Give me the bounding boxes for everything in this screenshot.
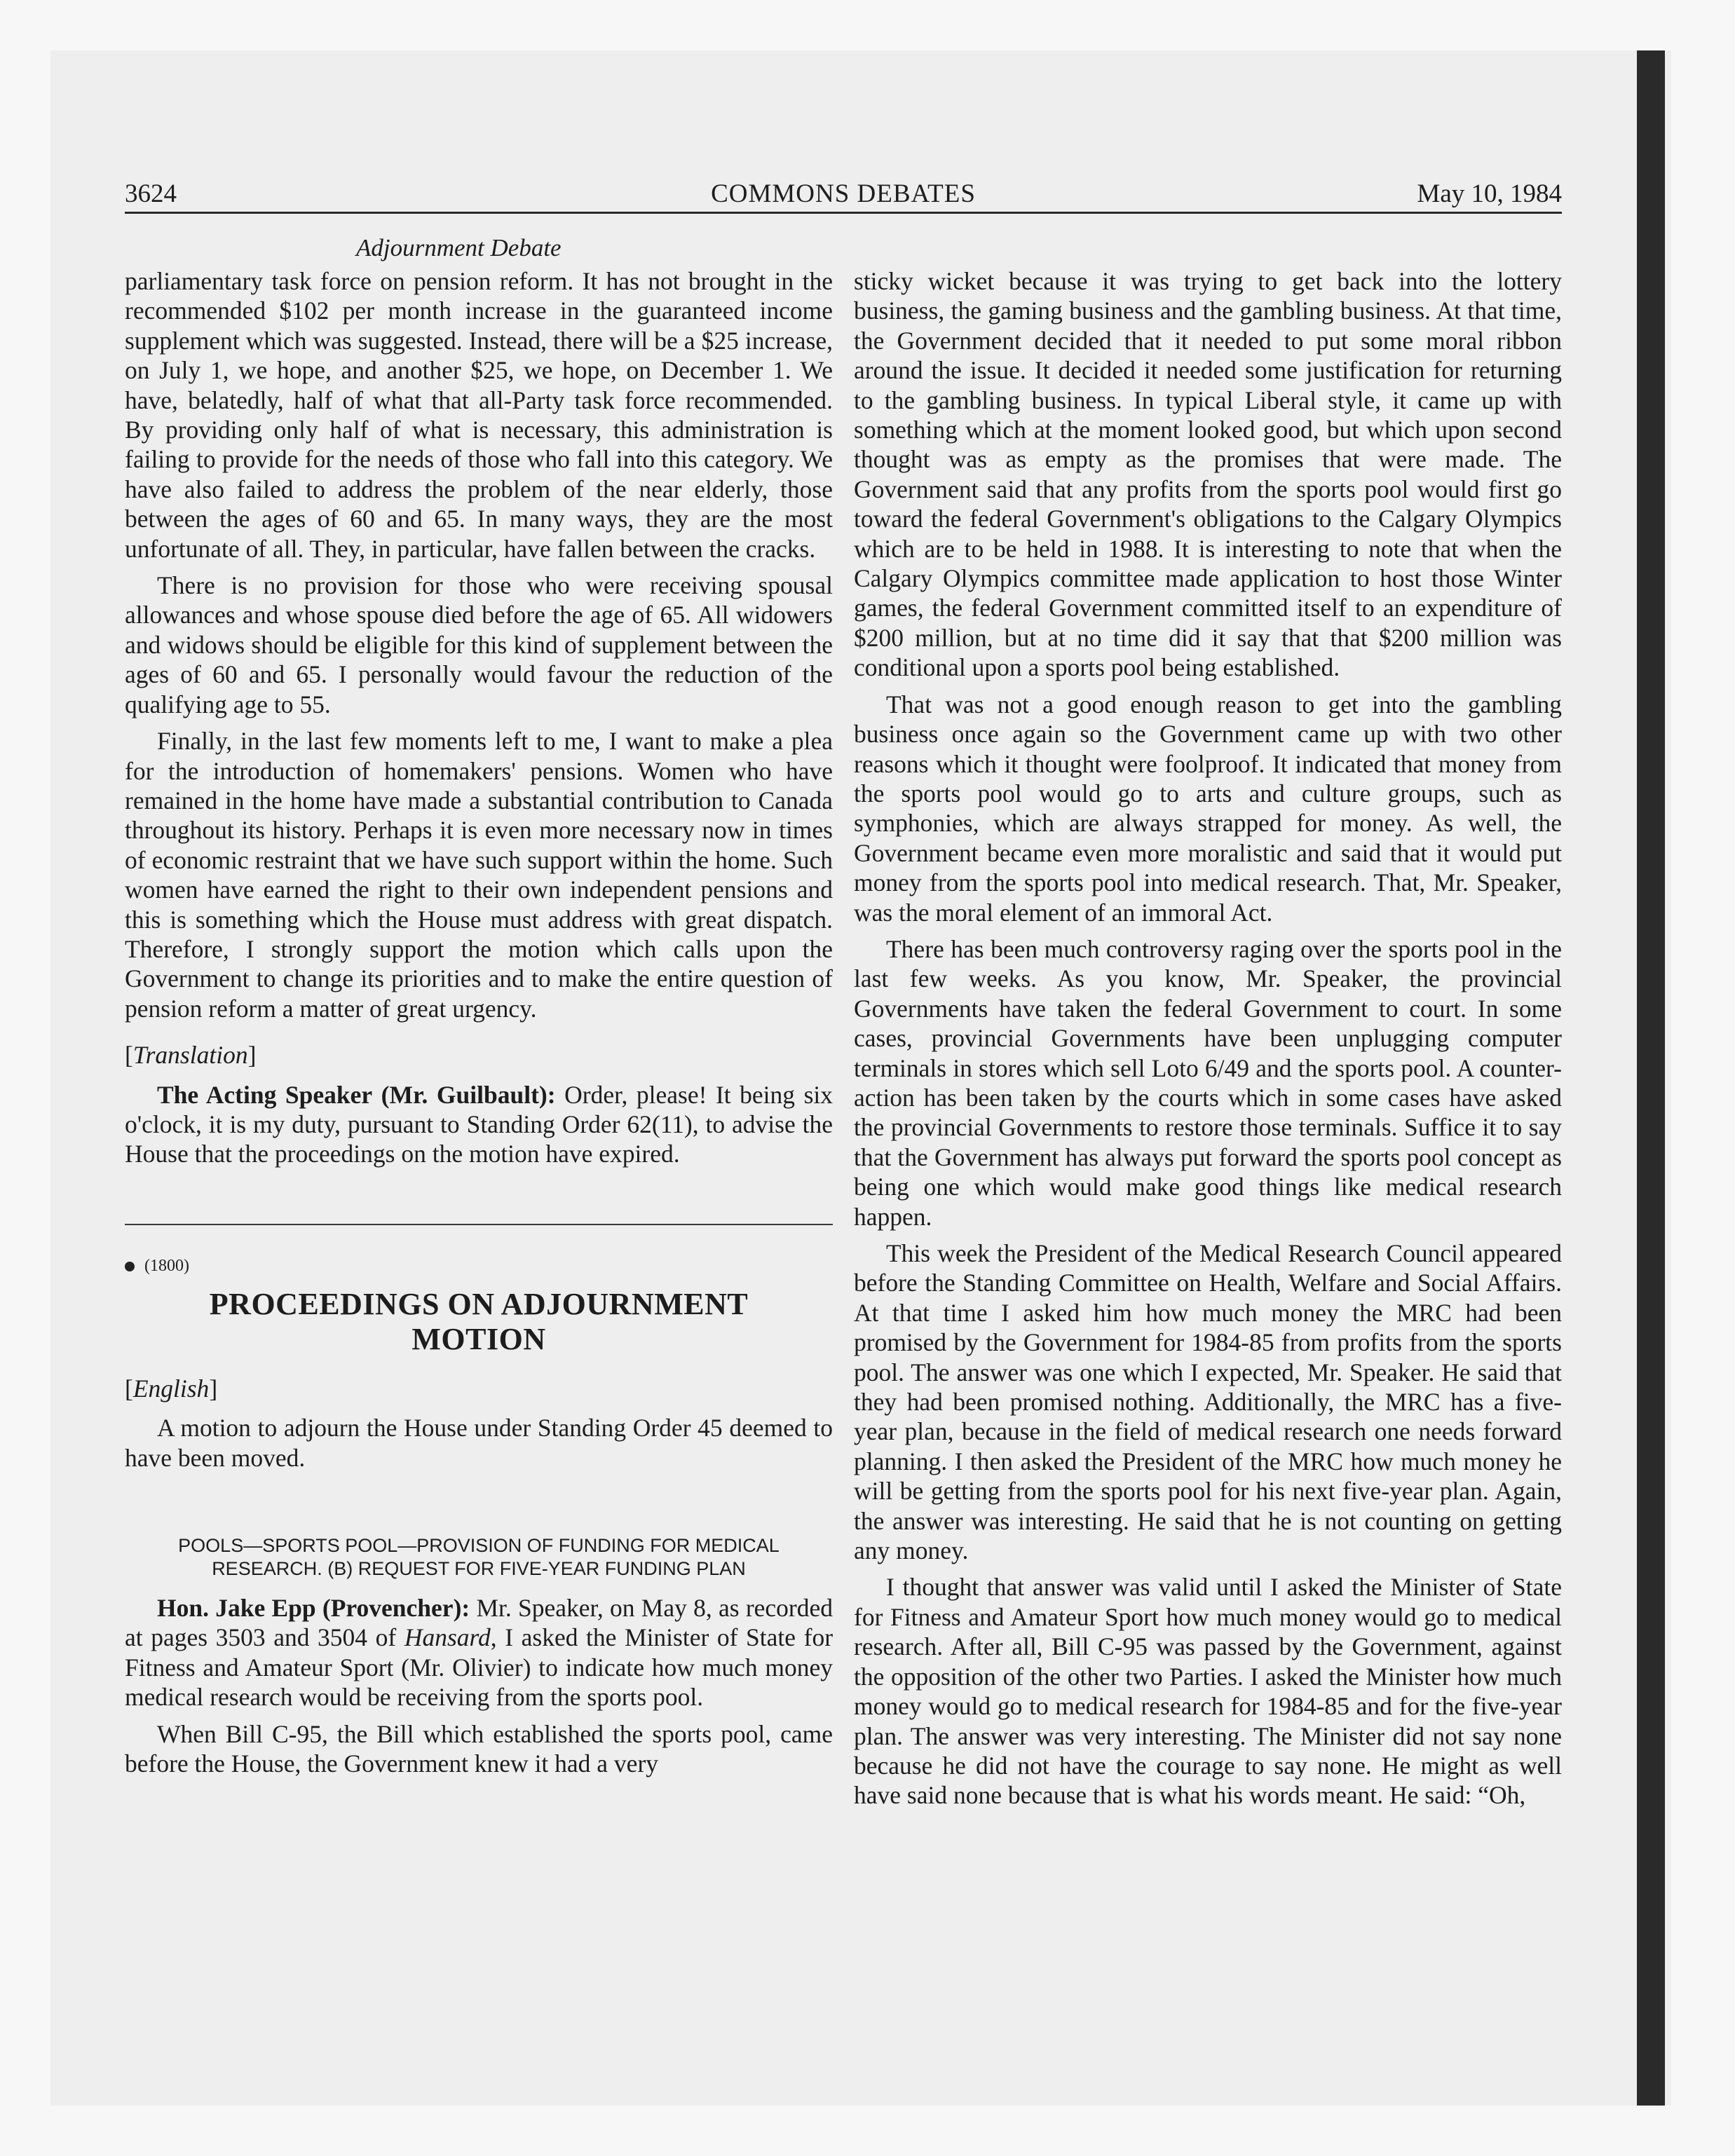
hansard-reference: Hansard: [404, 1623, 491, 1652]
bullet-icon: [125, 1262, 135, 1271]
translation-label-text: Translation: [132, 1041, 248, 1070]
publication-title: COMMONS DEBATES: [711, 179, 976, 208]
acting-speaker-paragraph: The Acting Speaker (Mr. Guilbault): Order, please! It being six o'clock, it is my duty, pursuant to Standing Order 62(11), to advise the House that the proceedings on the motion have expired.: [125, 1080, 834, 1168]
translation-label: [Translation]: [125, 1041, 257, 1070]
time-stamp: [125, 1252, 833, 1280]
paragraph: parliamentary task force on pension reform. It has not brought in the recommended $102 per month increase in the guaranteed income supplement which was suggested. Instead, there will be a $25 increase, on July 1, we hope, and another $25, we hope, on December 1. We have, belatedly, half of what that all-Party task force recommended. By providing only half of what is necessary, this administration is failing to provide for the needs of those who fall into this category. We have also failed to address the problem of the near elderly, those between the ages of 60 and 65. In many ways, they are the most unfortunate of all. They, in particular, have fallen between the cracks.: [125, 267, 833, 563]
section-title-line: MOTION: [411, 1321, 546, 1356]
running-head: Adjournment Debate: [356, 234, 562, 261]
section-title-line: PROCEEDINGS ON ADJOURNMENT: [209, 1286, 749, 1321]
right-column: [854, 266, 1562, 1810]
left-column: [125, 231, 833, 1778]
subject-heading-line: RESEARCH. (B) REQUEST FOR FIVE-YEAR FUNDING PLAN: [212, 1558, 746, 1579]
speaker-text: Mr. Speaker, on May 8, as recorded at pages 3503 and 3504 of: [125, 1594, 833, 1652]
english-label: [English]: [125, 1374, 218, 1403]
issue-date: May 10, 1984: [1417, 179, 1562, 208]
speaker-name: Mr. Guilbault: [389, 1080, 539, 1109]
section-divider: [125, 1224, 833, 1225]
paragraph: There has been much controversy raging over the sports pool in the last few weeks. As you know, Mr. Speaker, the provincial Governments have taken the federal Government to court. In some cases, provincial Governments have been unplugging computer terminals in stores which sell Loto 6/49 and the sports pool. A counter-action has been taken by the courts which in some cases have asked the provincial Governments to restore those terminals. Suffice it to say that the Government has always put forward the sports pool concept as being one which would make good things like medical research happen.: [854, 934, 1562, 1231]
paragraph: I thought that answer was valid until I asked the Minister of State for Fitness and Amateur Sport how much money would go to medical research. After all, Bill C-95 was passed by the Government, against the opposition of the other two Parties. I asked the Minister how much money would go to medical research for 1984-85 and for the five-year plan. The answer was very interesting. The Minister did not say none because he did not have the courage to say none. He might as well have said none because that is what his words meant. He said: “Oh,: [854, 1573, 1562, 1810]
speaker-riding: Provencher: [330, 1594, 454, 1622]
page-number: 3624: [125, 179, 177, 208]
paragraph: This week the President of the Medical Research Council appeared before the Standing Committee on Health, Welfare and Social Affairs. At that time I asked him how much money the MRC had been promised by the Government for 1984-85 from profits from the sports pool. The answer was one which I expected, Mr. Speaker. He said that they had been promised nothing. Additionally, the MRC has a five-year plan, because in the field of medical research one needs forward planning. I then asked the President of the MRC how much money he will be getting from the sports pool for his next five-year plan. Again, the answer was interesting. He said that he is not counting on getting any money.: [854, 1239, 1562, 1565]
subject-heading: [125, 1534, 833, 1581]
paragraph: sticky wicket because it was trying to get back into the lottery business, the gaming business and the gambling business. At that time, the Government decided that it needed to put some moral ribbon around the issue. It decided it needed some justification for returning to the gambling business. In typical Liberal style, it came up with something which at the moment looked good, but which upon second thought was as empty as the promises that were made. The Government said that any profits from the sports pool would first go toward the federal Government's obligations to the Calgary Olympics which are to be held in 1988. It is interesting to note that when the Calgary Olympics committee made application to host those Winter games, the federal Government committed itself to an expenditure of $200 million, but at no time did it say that that $200 million was conditional upon a sports pool being established.: [854, 267, 1562, 682]
epp-paragraph: Hon. Jake Epp (Provencher): Mr. Speaker, on May 8, as recorded at pages 3503 and 3504 of Hansard, I asked the Minister of State for Fitness and Amateur Sport (Mr. Olivier) to indicate how much money medical research would be receiving from the sports pool.: [125, 1594, 834, 1712]
speaker-text: Order, please! It being six o'clock, it is my duty, pursuant to Standing Order 62(11), to advise the House that the proceedings on the motion have expired.: [125, 1080, 834, 1168]
paragraph: Finally, in the last few moments left to me, I want to make a plea for the introduction of homemakers' pensions. Women who have remained in the home have made a substantial contribution to Canada throughout its history. Perhaps it is even more necessary now in times of economic restraint that we have such support within the home. Such women have earned the right to their own independent pensions and this is something which the House must address with great dispatch. Therefore, I strongly support the motion which calls upon the Government to change its priorities and to make the entire question of pension reform a matter of great urgency.: [125, 727, 833, 1023]
paragraph: When Bill C-95, the Bill which established the sports pool, came before the House, the Government knew it had a very: [125, 1719, 833, 1778]
speaker-title: The Acting Speaker: [157, 1080, 373, 1109]
time-stamp-text: (1800): [144, 1256, 189, 1275]
paragraph: That was not a good enough reason to get into the gambling business once again so the Government came up with two other reasons which it thought were foolproof. It indicated that money from the sports pool would go to arts and culture groups, such as symphonies, which are always strapped for money. As well, the Government became even more moralistic and said that it would put money from the sports pool into medical research. That, Mr. Speaker, was the moral element of an immoral Act.: [854, 690, 1562, 927]
paragraph: There is no provision for those who were receiving spousal allowances and whose spouse died before the age of 65. All widowers and widows should be eligible for this kind of supplement between the ages of 60 and 65. I personally would favour the reduction of the qualifying age to 55.: [125, 571, 833, 718]
speaker-title: Hon. Jake Epp: [157, 1594, 316, 1622]
english-label-text: English: [132, 1374, 210, 1403]
subject-heading-line: POOLS—SPORTS POOL—PROVISION OF FUNDING FOR MEDICAL: [178, 1535, 780, 1556]
section-title: [125, 1287, 833, 1357]
motion-paragraph: A motion to adjourn the House under Standing Order 45 deemed to have been moved.: [125, 1414, 833, 1472]
speaker-text-continued: , I asked the Minister of State for Fitness and Amateur Sport (Mr. Olivier) to indicate how much money medical research would be receiving from the sports pool.: [125, 1623, 834, 1712]
page-header: [125, 177, 1562, 214]
